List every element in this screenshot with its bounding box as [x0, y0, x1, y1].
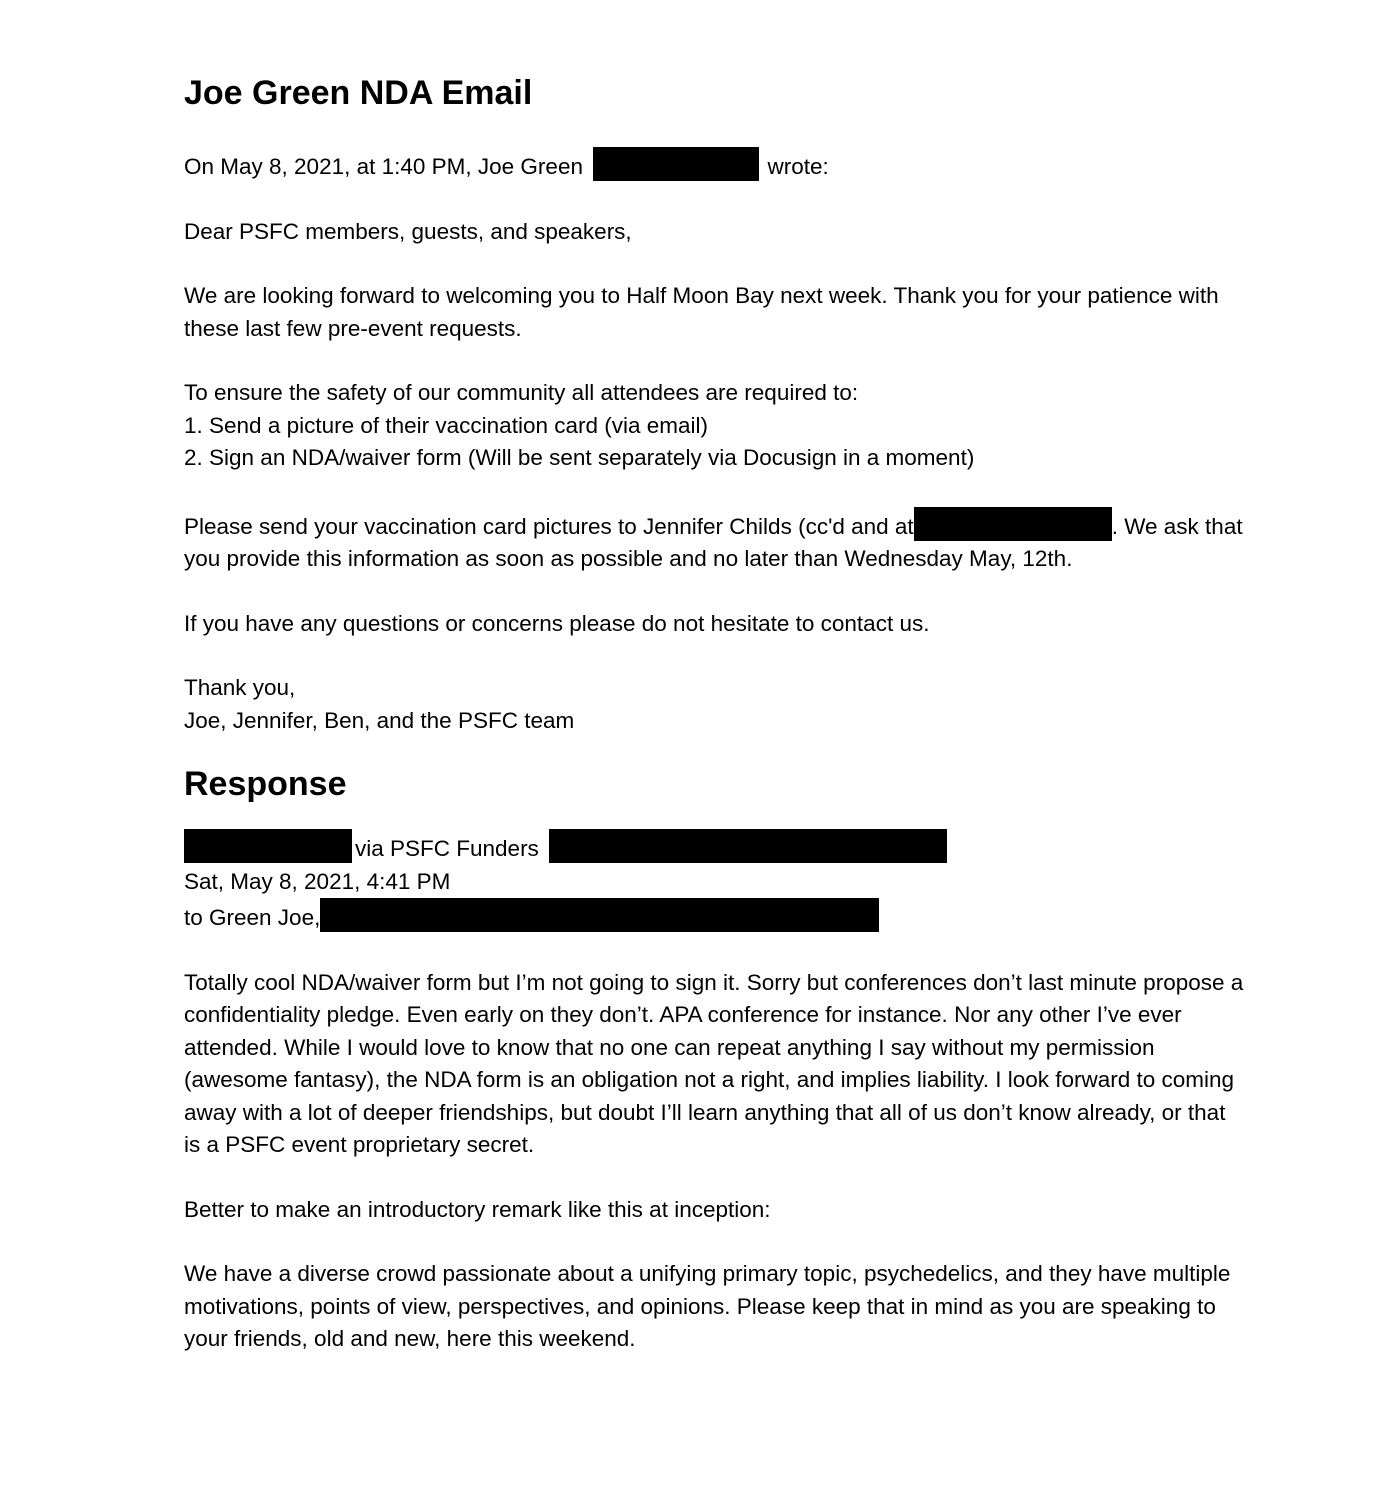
response-date: Sat, May 8, 2021, 4:41 PM	[184, 868, 451, 894]
redacted-sender-email	[593, 147, 759, 181]
email-header-prefix: On May 8, 2021, at 1:40 PM, Joe Green	[184, 154, 583, 179]
email-closing: Thank you,	[184, 675, 296, 700]
email-section-title: Joe Green NDA Email	[184, 74, 533, 112]
response-section-title: Response	[184, 765, 347, 803]
response-to-line	[184, 898, 1244, 935]
paragraph-2-suffix: . We ask that you provide this information as soon as possible and no later than Wednesday May, 12th.	[184, 513, 1243, 571]
redacted-responder-name	[184, 829, 352, 863]
email-greeting: Dear PSFC members, guests, and speakers,	[184, 218, 632, 244]
response-paragraph-1: Totally cool NDA/waiver form but I’m not going to sign it. Sorry but conferences don’t last minute propose a confidentiality pledge. Even early on they don’t. APA conference for instance. Nor any other I’ve ever attended. While I would love to know that no one can repeat anything I say without my permission (awesome fantasy), the NDA form is an obligation not a right, and implies liability. I look forward to coming away with a lot of deeper friendships, but doubt I’ll learn anything that all of us don’t know already, or that is a PSFC event proprietary secret.	[184, 969, 1244, 1157]
paragraph-2-prefix: Please send your vaccination card pictures to Jennifer Childs (cc'd and at	[184, 513, 914, 539]
response-paragraph-2: Better to make an introductory remark like this at inception:	[184, 1196, 771, 1222]
email-paragraph-3: If you have any questions or concerns please do not hesitate to contact us.	[184, 610, 930, 636]
requirements-list	[184, 410, 1244, 475]
redacted-recipients	[320, 898, 879, 932]
email-signature: Joe, Jennifer, Ben, and the PSFC team	[184, 707, 575, 733]
response-to-prefix: to Green Joe,	[184, 905, 321, 930]
response-from-line	[184, 829, 1244, 866]
requirements-intro: To ensure the safety of our community all attendees are required to:	[184, 380, 859, 405]
response-paragraph-3: We have a diverse crowd passionate about a unifying primary topic, psychedelics, and they have multiple motivations, points of view, perspectives, and opinions. Please keep that in mind as you are speaking to your friends, old and new, here this weekend.	[184, 1261, 1231, 1351]
requirement-item: 1. Send a picture of their vaccination card (via email)	[184, 412, 709, 438]
response-from-suffix: via PSFC Funders	[355, 836, 539, 861]
requirement-item: 2. Sign an NDA/waiver form (Will be sent separately via Docusign in a moment)	[184, 445, 975, 470]
email-paragraph-2	[184, 507, 1244, 576]
email-header-line	[184, 147, 1244, 184]
redacted-list-address	[549, 829, 947, 863]
email-header-suffix: wrote:	[767, 154, 829, 179]
document-content	[184, 70, 1244, 1356]
email-paragraph-1: We are looking forward to welcoming you to Half Moon Bay next week. Thank you for your patience with these last few pre-event requests.	[184, 283, 1219, 341]
redacted-contact-email	[914, 507, 1112, 541]
